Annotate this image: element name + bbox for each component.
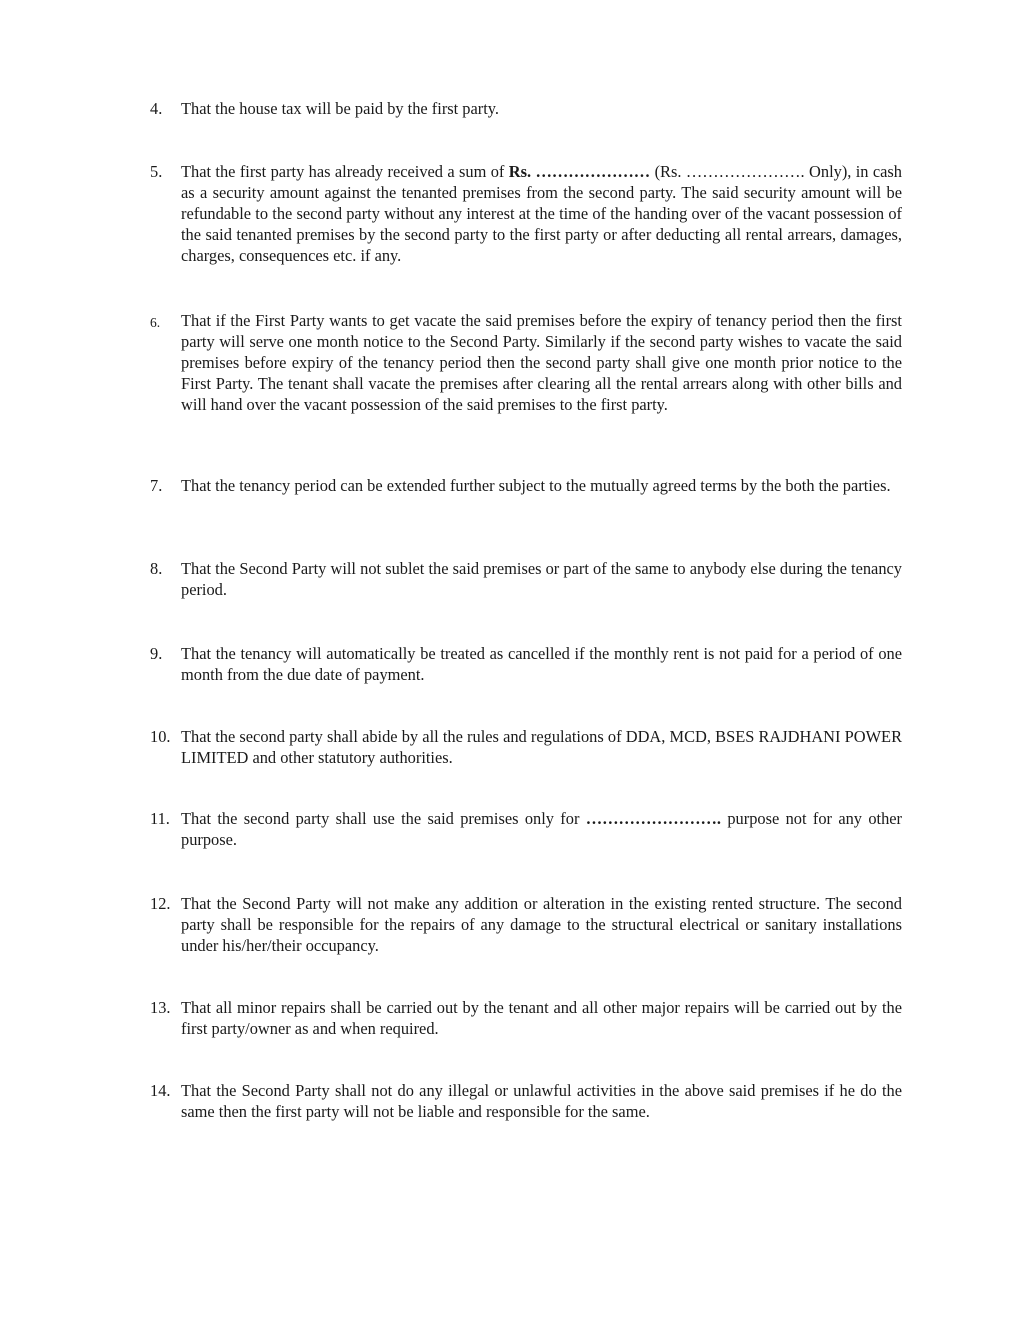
clause-4: [150, 98, 902, 119]
clause-text-start: That the second party shall use the said premises only for: [181, 809, 586, 828]
clause-11: [150, 808, 902, 850]
clause-text: That the tenancy will automatically be treated as cancelled if the monthly rent is not paid for a period of one month from the due date of payment.: [181, 644, 902, 684]
clause-text-rest: (Rs. …………………. Only), in cash as a security amount against the tenanted premises from the second party. The said security amount will be refundable to the second party without any interest at the time of the handing over of the vacant possession of the said tenanted premises by the second party to the first party or after deducting all rental arrears, damages, charges, consequences etc. if any.: [181, 162, 903, 265]
clause-8: [150, 558, 902, 600]
clause-text-rest: purpose not for any other purpose.: [181, 809, 903, 849]
clause-text: That the house tax will be paid by the first party.: [181, 99, 500, 118]
clause-number: 9.: [150, 644, 163, 663]
clause-number: 13.: [150, 998, 171, 1017]
clause-9: [150, 643, 902, 685]
clause-text: That the Second Party will not sublet the said premises or part of the same to anybody else during the tenancy period.: [181, 559, 902, 599]
clause-14: [150, 1080, 902, 1122]
clause-text-start: That the first party has already received a sum of: [181, 162, 509, 181]
clause-12: [150, 893, 902, 956]
clause-text: That the Second Party will not make any addition or alteration in the existing rented structure. The second party shall be responsible for the repairs of any damage to the structural electrical or sanitary installations under his/her/their occupancy.: [181, 894, 902, 955]
clause-text: That the second party shall abide by all the rules and regulations of DDA, MCD, BSES RAJDHANI POWER LIMITED and other statutory authorities.: [181, 727, 902, 767]
purpose-blank: …………………….: [585, 809, 721, 828]
clause-number: 6.: [150, 315, 161, 330]
clause-13: [150, 997, 902, 1039]
clause-text: [181, 808, 902, 850]
clause-number: 5.: [150, 162, 163, 181]
clause-number: 4.: [150, 99, 163, 118]
clause-10: [150, 726, 902, 768]
clause-6: [150, 310, 902, 415]
clause-number: 8.: [150, 559, 163, 578]
security-amount-blank: Rs. …………………: [508, 162, 651, 181]
clause-text: That all minor repairs shall be carried out by the tenant and all other major repairs will be carried out by the first party/owner as and when required.: [181, 998, 902, 1038]
clause-number: 10.: [150, 727, 171, 746]
clause-text: That the Second Party shall not do any illegal or unlawful activities in the above said premises if he do the same then the first party will not be liable and responsible for the same.: [181, 1081, 902, 1121]
clause-text: [181, 161, 902, 266]
clause-number: 7.: [150, 476, 163, 495]
clause-text: That if the First Party wants to get vacate the said premises before the expiry of tenancy period then the first party will serve one month notice to the Second Party. Similarly if the second party wishes to vacate the said premises before expiry of the tenancy period then the second party shall give one month prior notice to the First Party. The tenant shall vacate the premises after clearing all the rental arrears along with other bills and will hand over the vacant possession of the said premises to the first party.: [181, 311, 902, 414]
clause-number: 11.: [150, 809, 170, 828]
clause-5: [150, 161, 902, 266]
clause-7: [150, 475, 902, 496]
clause-number: 12.: [150, 894, 171, 913]
clause-text: That the tenancy period can be extended further subject to the mutually agreed terms by the both the parties.: [181, 476, 891, 495]
clause-number: 14.: [150, 1081, 171, 1100]
